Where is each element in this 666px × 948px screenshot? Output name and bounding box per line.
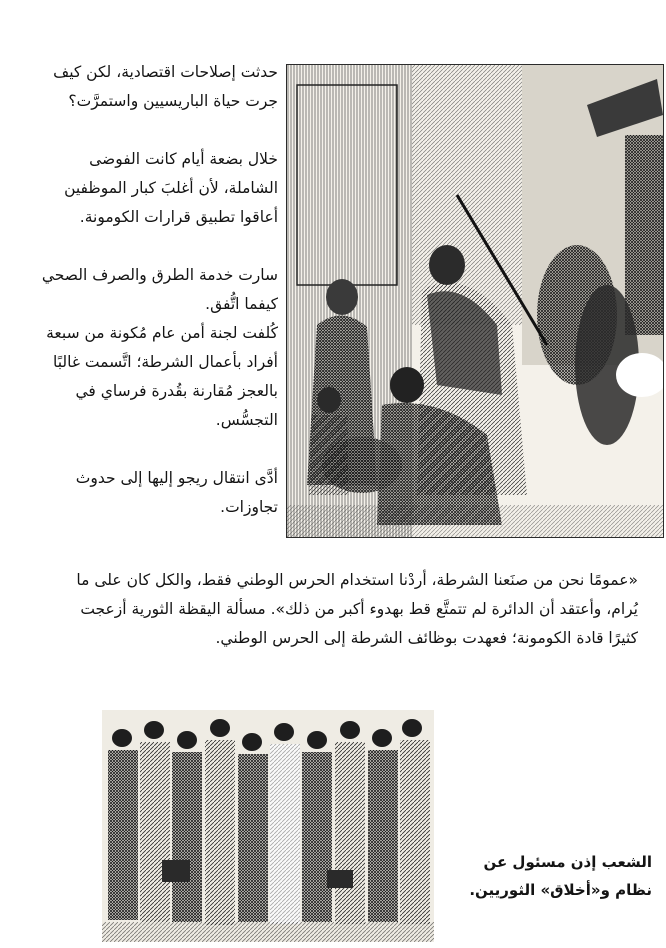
caption-line-2: نظام و«أخلاق» الثوريين.: [469, 881, 652, 899]
side-paragraph-3b: كُلفت لجنة أمن عام مُكونة من سبعة أفراد بأعمال الشرطة؛ اتَّسمت غالبًا بالعجز مُقارنة بقُدرة فرساي في التجسُّس.: [46, 324, 278, 429]
side-paragraph-1: حدثت إصلاحات اقتصادية، لكن كيف جرت حياة الباريسيين واستمرَّت؟: [53, 63, 278, 110]
street-scene-engraving: [286, 64, 664, 538]
side-paragraph-3a: سارت خدمة الطرق والصرف الصحي كيفما اتُّفق.: [41, 266, 278, 313]
crowd-engraving: [102, 710, 434, 942]
caption-line-1: الشعب إذن مسئول عن: [483, 853, 652, 871]
side-paragraph-2: خلال بضعة أيام كانت الفوضى الشاملة، لأن أغلبَ كبار الموظفين أعاقوا تطبيق قرارات الكومونة.: [64, 150, 278, 226]
side-paragraph-4: أدَّى انتقال ريجو إليها إلى حدوث تجاوزات.: [75, 469, 278, 516]
side-text-column: [40, 58, 278, 551]
image-caption: [452, 848, 652, 904]
quote-paragraph: «عمومًا نحن من صنَعنا الشرطة، أردْنا استخدام الحرس الوطني فقط، والكل كان على ما يُرام، وأعتقد أن الدائرة لم تتمتَّع قط بهدوء أكبر من ذلك». مسألة اليقظة الثورية أزعجت كثيرًا قادة الكومونة؛ فعهدت بوظائف الشرطة إلى الحرس الوطني.: [76, 571, 638, 647]
